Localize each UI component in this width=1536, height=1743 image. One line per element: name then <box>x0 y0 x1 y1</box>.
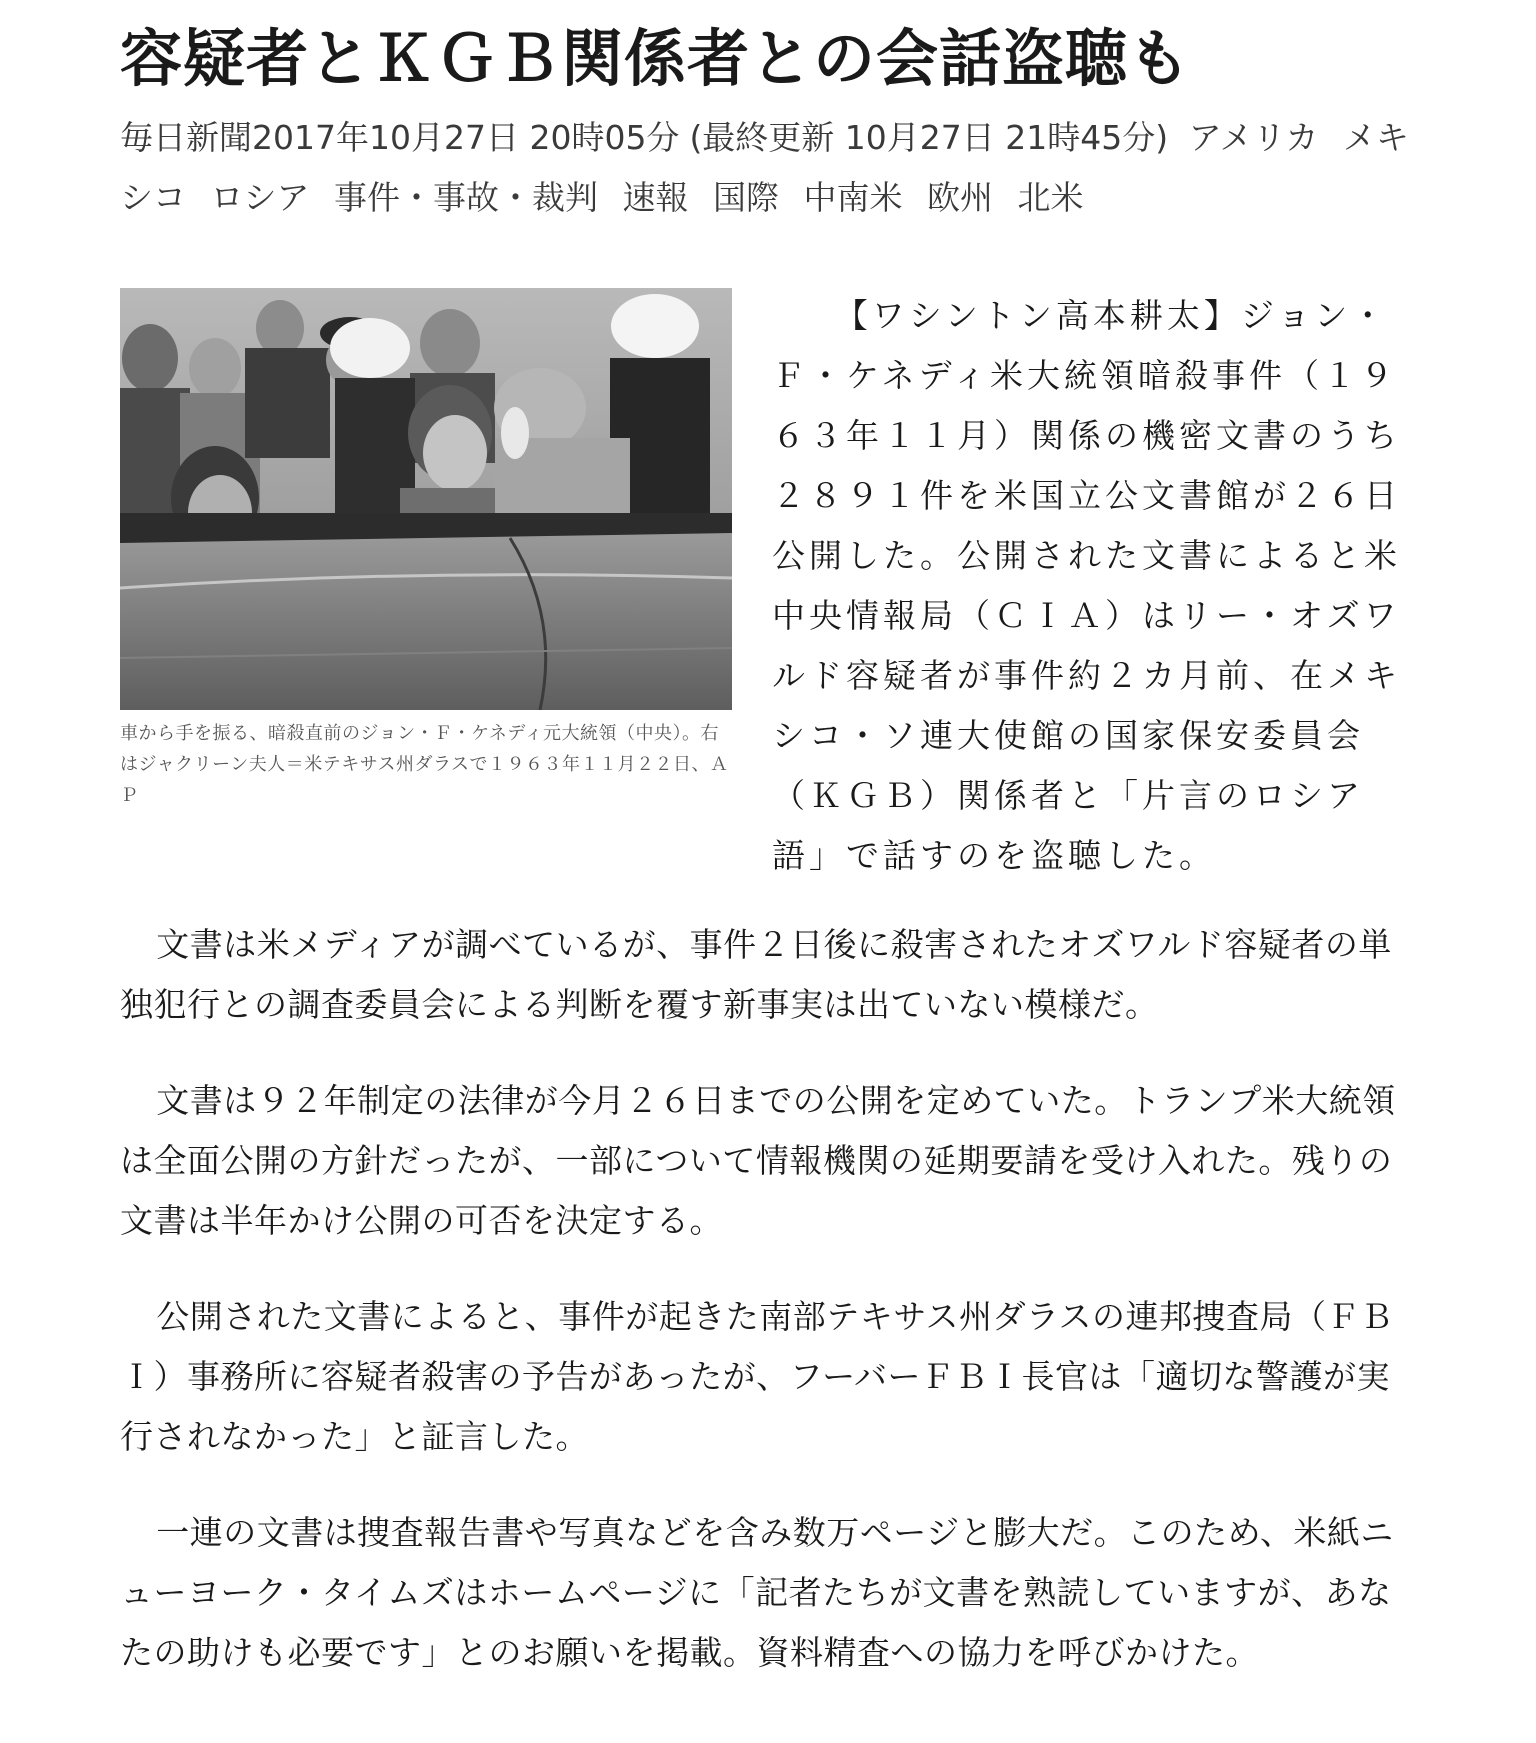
tag-link[interactable]: メキシコ <box>120 118 1409 217</box>
article-source: 毎日新聞 <box>120 118 252 157</box>
article-body <box>120 915 1415 1719</box>
tag-link[interactable]: 国際 <box>713 178 779 217</box>
press-photo[interactable] <box>120 288 732 710</box>
tag-link[interactable]: アメリカ <box>1188 118 1319 157</box>
tag-link[interactable]: ロシア <box>210 178 310 217</box>
press-photo-image <box>120 288 732 710</box>
lead-block <box>120 288 1415 888</box>
body-paragraph: 文書は９２年制定の法律が今月２６日までの公開を定めていた。トランプ米大統領は全面公開の方針だったが、一部について情報機関の延期要請を受け入れた。残りの文書は半年かけ公開の可否を決定する。 <box>120 1081 1396 1240</box>
photo-caption: 車から手を振る、暗殺直前のジョン・Ｆ・ケネディ元大統領（中央）。右はジャクリーン夫人＝米テキサス州ダラスで１９６３年１１月２２日、ＡＰ <box>120 723 729 806</box>
tag-link[interactable]: 北米 <box>1017 178 1084 217</box>
article-published: 2017年10月27日 20時05分 <box>252 118 680 157</box>
tag-link[interactable]: 中南米 <box>803 178 903 217</box>
article-updated: (最終更新 10月27日 21時45分) <box>689 118 1169 157</box>
article-meta <box>120 108 1410 228</box>
body-paragraph: 文書は米メディアが調べているが、事件２日後に殺害されたオズワルド容疑者の単独犯行との調査委員会による判断を覆す新事実は出ていない模様だ。 <box>120 925 1392 1024</box>
lead-paragraph: 【ワシントン高本耕太】ジョン・Ｆ・ケネディ米大統領暗殺事件（１９６３年１１月）関係の機密文書のうち２８９１件を米国立公文書館が２６日公開した。公開された文書によると米中央情報局（ＣＩＡ）はリー・オズワルド容疑者が事件約２カ月前、在メキシコ・ソ連大使館の国家保安委員会（ＫＧＢ）関係者と「片言のロシア語」で話すのを盗聴した。 <box>772 296 1401 875</box>
body-paragraph: 一連の文書は捜査報告書や写真などを含み数万ページと膨大だ。このため、米紙ニューヨーク・タイムズはホームページに「記者たちが文書を熟読していますが、あなたの助けも必要です」とのお願いを掲載。資料精査への協力を呼びかけた。 <box>120 1513 1394 1672</box>
tag-link[interactable]: 事件・事故・裁判 <box>334 178 598 217</box>
article <box>120 0 1415 1672</box>
tag-link[interactable]: 欧州 <box>927 178 993 217</box>
tag-link[interactable]: 速報 <box>622 178 689 217</box>
article-headline: 容疑者とＫＧＢ関係者との会話盗聴も <box>120 22 1192 95</box>
body-paragraph: 公開された文書によると、事件が起きた南部テキサス州ダラスの連邦捜査局（ＦＢＩ）事務所に容疑者殺害の予告があったが、フーバーＦＢＩ長官は「適切な警護が実行されなかった」と証言した。 <box>120 1297 1394 1456</box>
